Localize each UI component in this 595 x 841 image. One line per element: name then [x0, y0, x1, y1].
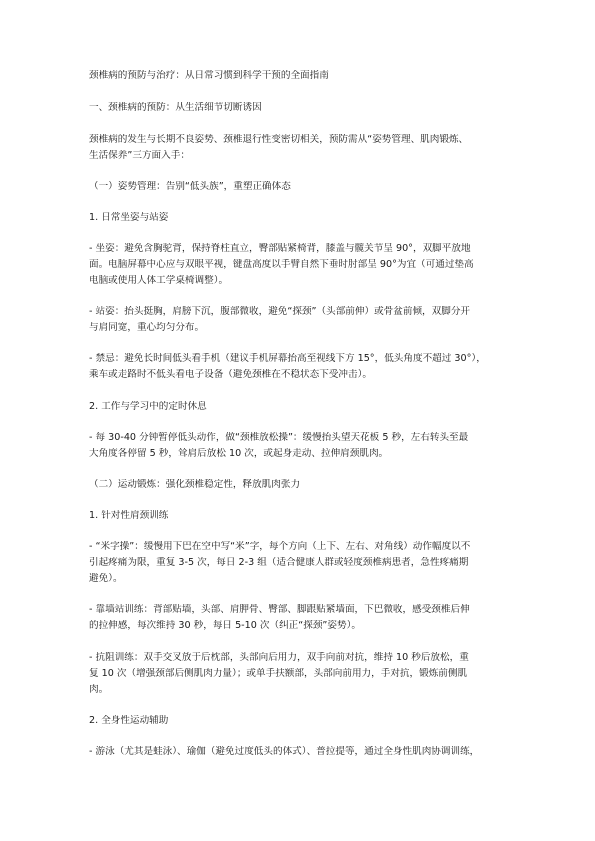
paragraph-line: 生活保养”三方面入手： [89, 150, 190, 161]
document-title: 颈椎病的预防与治疗：从日常习惯到科学干预的全面指南 [89, 70, 329, 81]
paragraph-line: 引起疼痛为限，重复 3-5 次，每日 2-3 组（适合健康人群或轻度颈椎病患者，急性疼痛期 [89, 557, 469, 568]
item-heading: 1. 日常坐姿与站姿 [89, 212, 169, 223]
paragraph-line: - 禁忌：避免长时间低头看手机（建议手机屏幕抬高至视线下方 15°，低头角度不超过 30°）， [89, 353, 486, 364]
paragraph-line: 面。电脑屏幕中心应与双眼平视，键盘高度以手臂自然下垂时肘部呈 90°为宜（可通过垫高 [89, 259, 474, 270]
paragraph-line: 的拉伸感，每次维持 30 秒，每日 5-10 次（纠正“探颈”姿势）。 [89, 620, 361, 631]
paragraph-line: 乘车或走路时不低头看电子设备（避免颈椎在不稳状态下受冲击）。 [89, 369, 373, 380]
paragraph-line: - 抗阻训练：双手交叉放于后枕部，头部向后用力，双手向前对抗，维持 10 秒后放松，重 [89, 652, 469, 663]
paragraph-line: 避免）。 [89, 573, 123, 584]
paragraph-line: - 每 30-40 分钟暂停低头动作，做“颈椎放松操”：缓慢抬头望天花板 5 秒，左右转头至最 [89, 432, 469, 443]
paragraph-line: - “米字操”：缓慢用下巴在空中写“米”字，每个方向（上下、左右、对角线）动作幅度以不 [89, 541, 471, 552]
paragraph-line: - 靠墙站训练：背部贴墙，头部、肩胛骨、臀部、脚跟贴紧墙面，下巴微收，感受颈椎后伸 [89, 604, 470, 615]
subsection-heading: （二）运动锻炼：强化颈椎稳定性，释放肌肉张力 [89, 479, 301, 490]
item-heading: 2. 全身性运动辅助 [89, 715, 169, 726]
section-heading: 一、颈椎病的预防：从生活细节切断诱因 [89, 102, 262, 113]
item-heading: 2. 工作与学习中的定时休息 [89, 401, 207, 412]
paragraph-line: - 站姿：抬头挺胸，肩膀下沉，腹部微收，避免“探颈”（头部前伸）或骨盆前倾，双脚分开 [89, 306, 471, 317]
paragraph-line: 大角度各停留 5 秒，耸肩后放松 10 次，或起身走动、拉伸肩颈肌肉。 [89, 448, 389, 459]
item-heading: 1. 针对性肩颈训练 [89, 510, 169, 521]
paragraph-line: 颈椎病的发生与长期不良姿势、颈椎退行性变密切相关，预防需从“姿势管理、肌肉锻炼、 [89, 134, 469, 145]
paragraph-line: 肉。 [89, 684, 109, 695]
paragraph-line: - 游泳（尤其是蛙泳）、瑜伽（避免过度低头的体式）、普拉提等，通过全身性肌肉协调训练， [89, 746, 480, 757]
paragraph-line: 电脑或使用人体工学桌椅调整）。 [89, 275, 229, 286]
paragraph-line: - 坐姿：避免含胸驼背，保持脊柱直立，臀部贴紧椅背，膝盖与髋关节呈 90°，双脚平放地 [89, 243, 471, 254]
subsection-heading: （一）姿势管理：告别“低头族”，重塑正确体态 [89, 181, 291, 192]
paragraph-line: 与肩同宽，重心均匀分布。 [89, 322, 205, 333]
paragraph-line: 复 10 次（增强颈部后侧肌肉力量）；或单手扶额部，头部向前用力，手对抗，锻炼前侧肌 [89, 668, 468, 679]
